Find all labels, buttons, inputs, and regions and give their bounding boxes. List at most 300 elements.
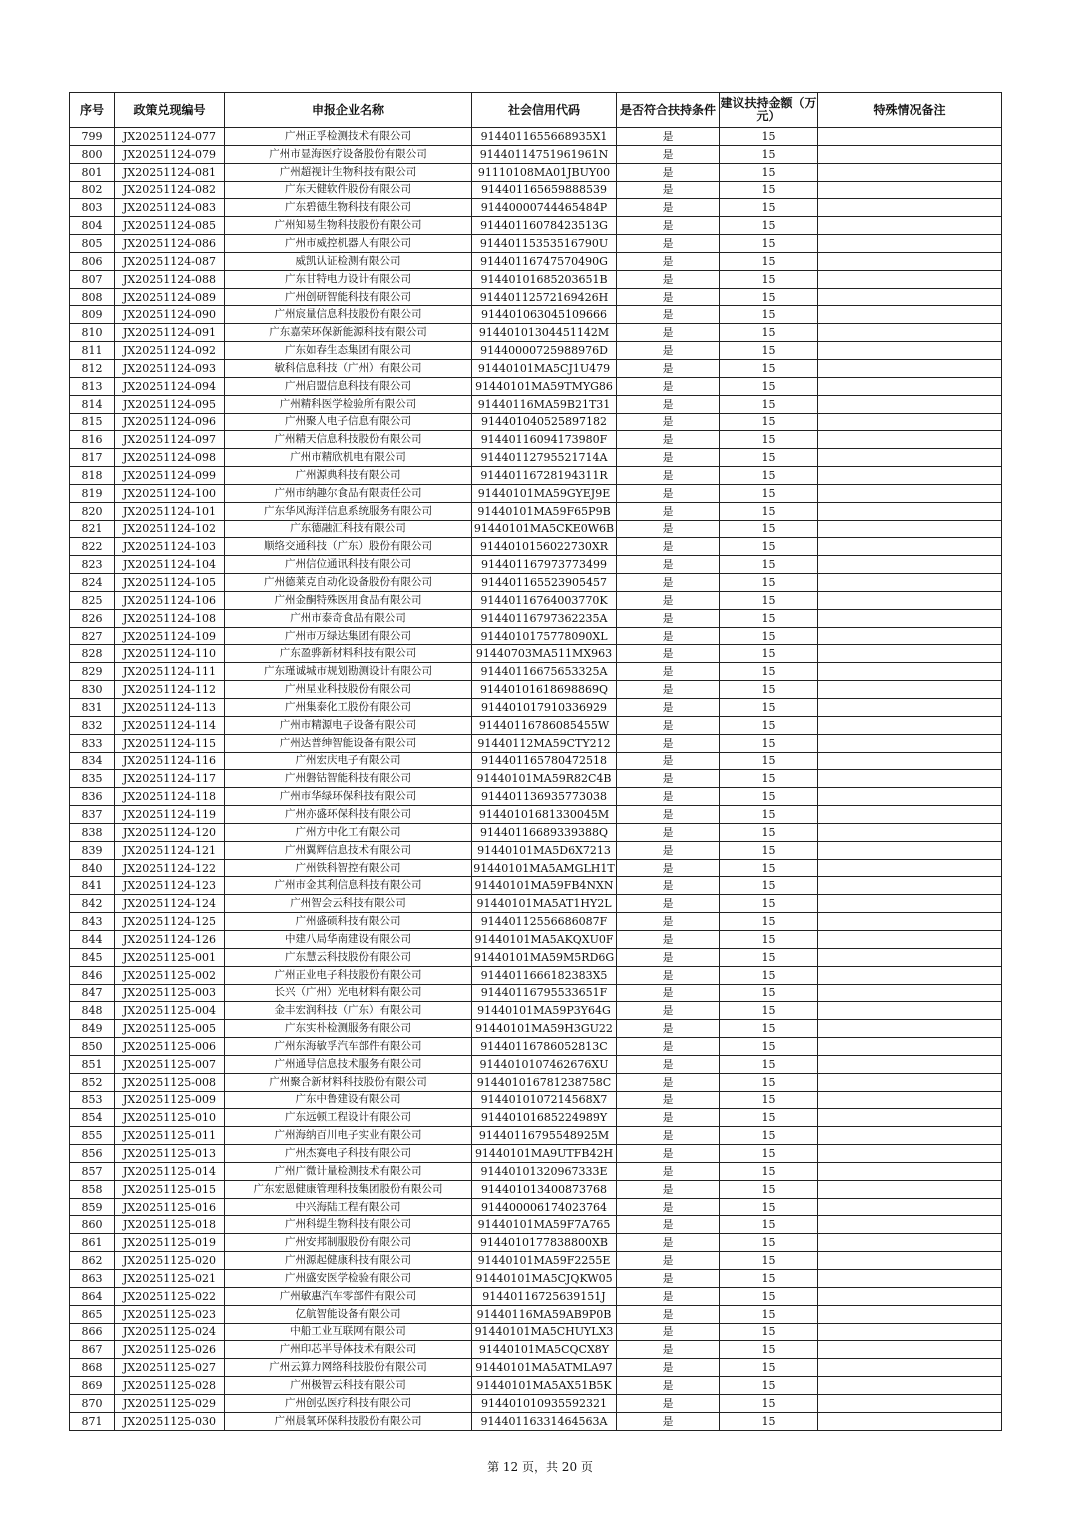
cell-credit-code: 914401063045109666 bbox=[472, 306, 617, 324]
cell-seq: 839 bbox=[70, 841, 115, 859]
cell-policy-number: JX20251124-094 bbox=[115, 377, 225, 395]
cell-policy-number: JX20251125-021 bbox=[115, 1270, 225, 1288]
table-row bbox=[70, 1377, 1002, 1395]
cell-seq: 799 bbox=[70, 128, 115, 146]
cell-remark bbox=[818, 734, 1002, 752]
table-row bbox=[70, 538, 1002, 556]
cell-remark bbox=[818, 1341, 1002, 1359]
cell-credit-code: 914401040525897182 bbox=[472, 413, 617, 431]
cell-company-name: 广州达普绅智能设备有限公司 bbox=[225, 734, 472, 752]
cell-company-name: 广州通导信息技术服务有限公司 bbox=[225, 1055, 472, 1073]
cell-seq: 817 bbox=[70, 449, 115, 467]
cell-amount: 15 bbox=[720, 806, 818, 824]
cell-company-name: 广州市威控机器人有限公司 bbox=[225, 235, 472, 253]
cell-remark bbox=[818, 966, 1002, 984]
cell-seq: 805 bbox=[70, 235, 115, 253]
cell-policy-number: JX20251124-113 bbox=[115, 699, 225, 717]
cell-amount: 15 bbox=[720, 574, 818, 592]
cell-amount: 15 bbox=[720, 1252, 818, 1270]
table-row bbox=[70, 377, 1002, 395]
cell-seq: 846 bbox=[70, 966, 115, 984]
cell-eligible: 是 bbox=[617, 502, 720, 520]
cell-credit-code: 91440101320967333E bbox=[472, 1162, 617, 1180]
cell-company-name: 广州德莱克自动化设备股份有限公司 bbox=[225, 574, 472, 592]
cell-amount: 15 bbox=[720, 1073, 818, 1091]
cell-remark bbox=[818, 181, 1002, 199]
cell-amount: 15 bbox=[720, 1055, 818, 1073]
cell-policy-number: JX20251124-123 bbox=[115, 877, 225, 895]
table-row bbox=[70, 145, 1002, 163]
cell-policy-number: JX20251124-095 bbox=[115, 395, 225, 413]
cell-eligible: 是 bbox=[617, 1145, 720, 1163]
table-row bbox=[70, 645, 1002, 663]
cell-seq: 870 bbox=[70, 1394, 115, 1412]
table-row bbox=[70, 431, 1002, 449]
cell-amount: 15 bbox=[720, 1038, 818, 1056]
cell-seq: 801 bbox=[70, 163, 115, 181]
cell-remark bbox=[818, 930, 1002, 948]
cell-seq: 812 bbox=[70, 359, 115, 377]
cell-remark bbox=[818, 1234, 1002, 1252]
cell-policy-number: JX20251124-111 bbox=[115, 663, 225, 681]
cell-company-name: 广州星业科技股份有限公司 bbox=[225, 681, 472, 699]
cell-eligible: 是 bbox=[617, 306, 720, 324]
cell-credit-code: 91440116078423513G bbox=[472, 217, 617, 235]
cell-seq: 859 bbox=[70, 1198, 115, 1216]
cell-company-name: 广东碧德生物科技有限公司 bbox=[225, 199, 472, 217]
cell-remark bbox=[818, 413, 1002, 431]
cell-amount: 15 bbox=[720, 1305, 818, 1323]
cell-remark bbox=[818, 1198, 1002, 1216]
header-company-name: 申报企业名称 bbox=[225, 93, 472, 128]
table-row bbox=[70, 1109, 1002, 1127]
header-amount: 建议扶持金额（万元） bbox=[720, 93, 818, 128]
cell-eligible: 是 bbox=[617, 556, 720, 574]
cell-eligible: 是 bbox=[617, 1127, 720, 1145]
cell-seq: 847 bbox=[70, 984, 115, 1002]
cell-policy-number: JX20251124-118 bbox=[115, 788, 225, 806]
table-body bbox=[70, 128, 1002, 1431]
cell-seq: 819 bbox=[70, 484, 115, 502]
cell-eligible: 是 bbox=[617, 1341, 720, 1359]
cell-seq: 827 bbox=[70, 627, 115, 645]
cell-policy-number: JX20251124-109 bbox=[115, 627, 225, 645]
cell-credit-code: 9144010107462676XU bbox=[472, 1055, 617, 1073]
cell-amount: 15 bbox=[720, 859, 818, 877]
table-row bbox=[70, 484, 1002, 502]
cell-policy-number: JX20251125-010 bbox=[115, 1109, 225, 1127]
table-row bbox=[70, 788, 1002, 806]
table-row bbox=[70, 1287, 1002, 1305]
cell-company-name: 中船工业互联网有限公司 bbox=[225, 1323, 472, 1341]
table-row bbox=[70, 1162, 1002, 1180]
cell-company-name: 广州盛安医学检验有限公司 bbox=[225, 1270, 472, 1288]
cell-eligible: 是 bbox=[617, 1180, 720, 1198]
cell-eligible: 是 bbox=[617, 342, 720, 360]
cell-company-name: 广州源起健康科技有限公司 bbox=[225, 1252, 472, 1270]
cell-credit-code: 91440101304451142M bbox=[472, 324, 617, 342]
table-row bbox=[70, 1323, 1002, 1341]
cell-seq: 860 bbox=[70, 1216, 115, 1234]
cell-remark bbox=[818, 1127, 1002, 1145]
cell-company-name: 广东慧云科技股份有限公司 bbox=[225, 948, 472, 966]
cell-amount: 15 bbox=[720, 431, 818, 449]
cell-remark bbox=[818, 502, 1002, 520]
cell-eligible: 是 bbox=[617, 1198, 720, 1216]
cell-company-name: 广州智会云科技有限公司 bbox=[225, 895, 472, 913]
cell-amount: 15 bbox=[720, 1020, 818, 1038]
cell-amount: 15 bbox=[720, 1180, 818, 1198]
cell-seq: 824 bbox=[70, 574, 115, 592]
cell-eligible: 是 bbox=[617, 1359, 720, 1377]
cell-credit-code: 91440101MA59GYEJ9E bbox=[472, 484, 617, 502]
table-row bbox=[70, 199, 1002, 217]
cell-policy-number: JX20251125-003 bbox=[115, 984, 225, 1002]
cell-policy-number: JX20251125-015 bbox=[115, 1180, 225, 1198]
cell-company-name: 广州精天信息科技股份有限公司 bbox=[225, 431, 472, 449]
table-row bbox=[70, 699, 1002, 717]
cell-seq: 871 bbox=[70, 1412, 115, 1430]
cell-remark bbox=[818, 895, 1002, 913]
cell-eligible: 是 bbox=[617, 128, 720, 146]
cell-eligible: 是 bbox=[617, 377, 720, 395]
cell-amount: 15 bbox=[720, 930, 818, 948]
cell-credit-code: 91440112556686087F bbox=[472, 913, 617, 931]
cell-remark bbox=[818, 1055, 1002, 1073]
cell-company-name: 广州聚合新材料科技股份有限公司 bbox=[225, 1073, 472, 1091]
cell-amount: 15 bbox=[720, 538, 818, 556]
cell-policy-number: JX20251125-018 bbox=[115, 1216, 225, 1234]
cell-amount: 15 bbox=[720, 627, 818, 645]
cell-amount: 15 bbox=[720, 502, 818, 520]
cell-remark bbox=[818, 1270, 1002, 1288]
cell-credit-code: 914401165780472518 bbox=[472, 752, 617, 770]
cell-remark bbox=[818, 859, 1002, 877]
table-row bbox=[70, 235, 1002, 253]
cell-credit-code: 91440116795533651F bbox=[472, 984, 617, 1002]
cell-seq: 803 bbox=[70, 199, 115, 217]
cell-credit-code: 91440116786052813C bbox=[472, 1038, 617, 1056]
cell-seq: 853 bbox=[70, 1091, 115, 1109]
cell-company-name: 中兴海陆工程有限公司 bbox=[225, 1198, 472, 1216]
cell-policy-number: JX20251124-102 bbox=[115, 520, 225, 538]
cell-seq: 857 bbox=[70, 1162, 115, 1180]
cell-policy-number: JX20251124-103 bbox=[115, 538, 225, 556]
cell-remark bbox=[818, 1020, 1002, 1038]
cell-eligible: 是 bbox=[617, 1073, 720, 1091]
table-row bbox=[70, 841, 1002, 859]
cell-policy-number: JX20251125-013 bbox=[115, 1145, 225, 1163]
cell-policy-number: JX20251124-105 bbox=[115, 574, 225, 592]
cell-company-name: 广州方中化工有限公司 bbox=[225, 823, 472, 841]
cell-remark bbox=[818, 806, 1002, 824]
cell-remark bbox=[818, 556, 1002, 574]
cell-eligible: 是 bbox=[617, 359, 720, 377]
cell-amount: 15 bbox=[720, 484, 818, 502]
table-row bbox=[70, 1270, 1002, 1288]
cell-amount: 15 bbox=[720, 145, 818, 163]
table-row bbox=[70, 306, 1002, 324]
cell-credit-code: 91440116675653325A bbox=[472, 663, 617, 681]
cell-credit-code: 91440101618698869Q bbox=[472, 681, 617, 699]
table-row bbox=[70, 181, 1002, 199]
table-row bbox=[70, 1198, 1002, 1216]
cell-eligible: 是 bbox=[617, 591, 720, 609]
cell-credit-code: 91440101MA5CJ1U479 bbox=[472, 359, 617, 377]
cell-seq: 868 bbox=[70, 1359, 115, 1377]
table-row bbox=[70, 591, 1002, 609]
cell-eligible: 是 bbox=[617, 841, 720, 859]
cell-company-name: 广东瑾诚城市规划勘测设计有限公司 bbox=[225, 663, 472, 681]
cell-eligible: 是 bbox=[617, 1252, 720, 1270]
cell-seq: 858 bbox=[70, 1180, 115, 1198]
cell-credit-code: 91440101MA59P3Y64G bbox=[472, 1002, 617, 1020]
cell-amount: 15 bbox=[720, 1359, 818, 1377]
cell-amount: 15 bbox=[720, 1323, 818, 1341]
cell-company-name: 广州市华绿环保科技有限公司 bbox=[225, 788, 472, 806]
cell-remark bbox=[818, 574, 1002, 592]
cell-company-name: 广州云算力网络科技股份有限公司 bbox=[225, 1359, 472, 1377]
table-row bbox=[70, 1145, 1002, 1163]
cell-remark bbox=[818, 1323, 1002, 1341]
cell-amount: 15 bbox=[720, 1287, 818, 1305]
cell-amount: 15 bbox=[720, 199, 818, 217]
cell-seq: 842 bbox=[70, 895, 115, 913]
cell-seq: 832 bbox=[70, 716, 115, 734]
cell-company-name: 广州亦盛环保科技有限公司 bbox=[225, 806, 472, 824]
cell-remark bbox=[818, 538, 1002, 556]
cell-policy-number: JX20251124-114 bbox=[115, 716, 225, 734]
cell-seq: 833 bbox=[70, 734, 115, 752]
cell-policy-number: JX20251124-122 bbox=[115, 859, 225, 877]
cell-policy-number: JX20251124-117 bbox=[115, 770, 225, 788]
cell-company-name: 广州市万绿达集团有限公司 bbox=[225, 627, 472, 645]
table-row bbox=[70, 1127, 1002, 1145]
cell-policy-number: JX20251125-019 bbox=[115, 1234, 225, 1252]
cell-remark bbox=[818, 877, 1002, 895]
cell-company-name: 广州海纳百川电子实业有限公司 bbox=[225, 1127, 472, 1145]
cell-remark bbox=[818, 1073, 1002, 1091]
cell-eligible: 是 bbox=[617, 859, 720, 877]
cell-policy-number: JX20251124-101 bbox=[115, 502, 225, 520]
cell-policy-number: JX20251125-029 bbox=[115, 1394, 225, 1412]
cell-amount: 15 bbox=[720, 324, 818, 342]
cell-company-name: 广东德融汇科技有限公司 bbox=[225, 520, 472, 538]
cell-amount: 15 bbox=[720, 591, 818, 609]
table-row bbox=[70, 1055, 1002, 1073]
cell-seq: 852 bbox=[70, 1073, 115, 1091]
cell-company-name: 广州正孚检测技术有限公司 bbox=[225, 128, 472, 146]
table-row bbox=[70, 270, 1002, 288]
cell-seq: 835 bbox=[70, 770, 115, 788]
cell-credit-code: 91440101681330045M bbox=[472, 806, 617, 824]
cell-company-name: 敏科信息科技（广州）有限公司 bbox=[225, 359, 472, 377]
cell-eligible: 是 bbox=[617, 699, 720, 717]
page-footer: 第 12 页，共 20 页 bbox=[487, 1460, 593, 1474]
cell-company-name: 顺络交通科技（广东）股份有限公司 bbox=[225, 538, 472, 556]
table-row bbox=[70, 449, 1002, 467]
table-row bbox=[70, 502, 1002, 520]
table-row bbox=[70, 823, 1002, 841]
cell-company-name: 中建八局华南建设有限公司 bbox=[225, 930, 472, 948]
cell-credit-code: 91440116689339388Q bbox=[472, 823, 617, 841]
cell-credit-code: 914401165659888539 bbox=[472, 181, 617, 199]
cell-policy-number: JX20251124-081 bbox=[115, 163, 225, 181]
cell-company-name: 广州市精欣机电有限公司 bbox=[225, 449, 472, 467]
cell-eligible: 是 bbox=[617, 966, 720, 984]
table-row bbox=[70, 1073, 1002, 1091]
cell-remark bbox=[818, 609, 1002, 627]
cell-policy-number: JX20251124-104 bbox=[115, 556, 225, 574]
cell-seq: 838 bbox=[70, 823, 115, 841]
cell-remark bbox=[818, 663, 1002, 681]
cell-policy-number: JX20251124-097 bbox=[115, 431, 225, 449]
cell-remark bbox=[818, 1180, 1002, 1198]
cell-eligible: 是 bbox=[617, 449, 720, 467]
cell-policy-number: JX20251125-004 bbox=[115, 1002, 225, 1020]
cell-company-name: 广州创弘医疗科技有限公司 bbox=[225, 1394, 472, 1412]
cell-credit-code: 91440116795548925M bbox=[472, 1127, 617, 1145]
cell-eligible: 是 bbox=[617, 681, 720, 699]
cell-remark bbox=[818, 145, 1002, 163]
cell-credit-code: 91440101MA5CQCX8Y bbox=[472, 1341, 617, 1359]
cell-credit-code: 91440116797362235A bbox=[472, 609, 617, 627]
cell-amount: 15 bbox=[720, 342, 818, 360]
cell-credit-code: 9144010177838800XB bbox=[472, 1234, 617, 1252]
cell-remark bbox=[818, 591, 1002, 609]
cell-credit-code: 91440101MA59H3GU22 bbox=[472, 1020, 617, 1038]
cell-company-name: 广州磐钴智能科技有限公司 bbox=[225, 770, 472, 788]
table-row bbox=[70, 681, 1002, 699]
cell-policy-number: JX20251125-023 bbox=[115, 1305, 225, 1323]
table-row bbox=[70, 574, 1002, 592]
cell-company-name: 广州市精源电子设备有限公司 bbox=[225, 716, 472, 734]
cell-seq: 815 bbox=[70, 413, 115, 431]
cell-credit-code: 91440703MA511MX963 bbox=[472, 645, 617, 663]
cell-credit-code: 9144010175778090XL bbox=[472, 627, 617, 645]
cell-policy-number: JX20251124-112 bbox=[115, 681, 225, 699]
cell-remark bbox=[818, 467, 1002, 485]
cell-credit-code: 91440112795521714A bbox=[472, 449, 617, 467]
cell-amount: 15 bbox=[720, 1198, 818, 1216]
cell-eligible: 是 bbox=[617, 270, 720, 288]
cell-seq: 831 bbox=[70, 699, 115, 717]
cell-remark bbox=[818, 1038, 1002, 1056]
cell-policy-number: JX20251124-082 bbox=[115, 181, 225, 199]
cell-company-name: 广州宸量信息科技股份有限公司 bbox=[225, 306, 472, 324]
cell-policy-number: JX20251125-027 bbox=[115, 1359, 225, 1377]
cell-amount: 15 bbox=[720, 556, 818, 574]
cell-remark bbox=[818, 770, 1002, 788]
cell-amount: 15 bbox=[720, 1234, 818, 1252]
cell-policy-number: JX20251125-002 bbox=[115, 966, 225, 984]
table-row bbox=[70, 342, 1002, 360]
table-row bbox=[70, 663, 1002, 681]
cell-amount: 15 bbox=[720, 163, 818, 181]
cell-amount: 15 bbox=[720, 895, 818, 913]
table-row bbox=[70, 163, 1002, 181]
cell-policy-number: JX20251125-026 bbox=[115, 1341, 225, 1359]
cell-credit-code: 914401013400873768 bbox=[472, 1180, 617, 1198]
cell-remark bbox=[818, 199, 1002, 217]
cell-company-name: 广州盛硕科技有限公司 bbox=[225, 913, 472, 931]
cell-company-name: 广州敏惠汽车零部件有限公司 bbox=[225, 1287, 472, 1305]
cell-company-name: 广州铁科智控有限公司 bbox=[225, 859, 472, 877]
table-row bbox=[70, 1341, 1002, 1359]
cell-amount: 15 bbox=[720, 948, 818, 966]
cell-credit-code: 91440101MA5AT1HY2L bbox=[472, 895, 617, 913]
cell-seq: 837 bbox=[70, 806, 115, 824]
cell-seq: 867 bbox=[70, 1341, 115, 1359]
table-row bbox=[70, 1252, 1002, 1270]
cell-policy-number: JX20251124-120 bbox=[115, 823, 225, 841]
cell-amount: 15 bbox=[720, 966, 818, 984]
table-row bbox=[70, 966, 1002, 984]
cell-company-name: 威凯认证检测有限公司 bbox=[225, 252, 472, 270]
cell-remark bbox=[818, 841, 1002, 859]
cell-policy-number: JX20251124-124 bbox=[115, 895, 225, 913]
cell-credit-code: 91440116786085455W bbox=[472, 716, 617, 734]
cell-credit-code: 91440101MA59F65P9B bbox=[472, 502, 617, 520]
cell-company-name: 广州知易生物科技股份有限公司 bbox=[225, 217, 472, 235]
cell-credit-code: 91440116331464563A bbox=[472, 1412, 617, 1430]
cell-policy-number: JX20251124-110 bbox=[115, 645, 225, 663]
cell-seq: 814 bbox=[70, 395, 115, 413]
cell-remark bbox=[818, 681, 1002, 699]
cell-amount: 15 bbox=[720, 770, 818, 788]
cell-company-name: 广州翼辉信息技术有限公司 bbox=[225, 841, 472, 859]
cell-credit-code: 91440116MA59B21T31 bbox=[472, 395, 617, 413]
cell-policy-number: JX20251125-009 bbox=[115, 1091, 225, 1109]
cell-credit-code: 91440116MA59AB9P0B bbox=[472, 1305, 617, 1323]
table-row bbox=[70, 1180, 1002, 1198]
cell-eligible: 是 bbox=[617, 431, 720, 449]
cell-company-name: 广东如春生态集团有限公司 bbox=[225, 342, 472, 360]
cell-policy-number: JX20251124-121 bbox=[115, 841, 225, 859]
cell-remark bbox=[818, 377, 1002, 395]
cell-credit-code: 91110108MA01JBUY00 bbox=[472, 163, 617, 181]
table-row bbox=[70, 948, 1002, 966]
cell-amount: 15 bbox=[720, 913, 818, 931]
cell-remark bbox=[818, 342, 1002, 360]
table-row bbox=[70, 1234, 1002, 1252]
cell-seq: 840 bbox=[70, 859, 115, 877]
cell-amount: 15 bbox=[720, 395, 818, 413]
cell-eligible: 是 bbox=[617, 609, 720, 627]
cell-company-name: 广州市纳趣尔食品有限责任公司 bbox=[225, 484, 472, 502]
cell-amount: 15 bbox=[720, 752, 818, 770]
cell-company-name: 广州安邦制服股份有限公司 bbox=[225, 1234, 472, 1252]
cell-seq: 813 bbox=[70, 377, 115, 395]
cell-credit-code: 914401136935773038 bbox=[472, 788, 617, 806]
cell-policy-number: JX20251124-126 bbox=[115, 930, 225, 948]
cell-policy-number: JX20251125-008 bbox=[115, 1073, 225, 1091]
table-row bbox=[70, 913, 1002, 931]
cell-amount: 15 bbox=[720, 1270, 818, 1288]
cell-company-name: 广州聚人电子信息有限公司 bbox=[225, 413, 472, 431]
cell-credit-code: 91440000744465484P bbox=[472, 199, 617, 217]
cell-policy-number: JX20251124-116 bbox=[115, 752, 225, 770]
cell-eligible: 是 bbox=[617, 1305, 720, 1323]
cell-company-name: 广州极智云科技有限公司 bbox=[225, 1377, 472, 1395]
cell-policy-number: JX20251124-100 bbox=[115, 484, 225, 502]
cell-remark bbox=[818, 1359, 1002, 1377]
cell-seq: 869 bbox=[70, 1377, 115, 1395]
cell-seq: 808 bbox=[70, 288, 115, 306]
cell-company-name: 广东盈骅新材料科技有限公司 bbox=[225, 645, 472, 663]
cell-amount: 15 bbox=[720, 235, 818, 253]
cell-eligible: 是 bbox=[617, 1323, 720, 1341]
